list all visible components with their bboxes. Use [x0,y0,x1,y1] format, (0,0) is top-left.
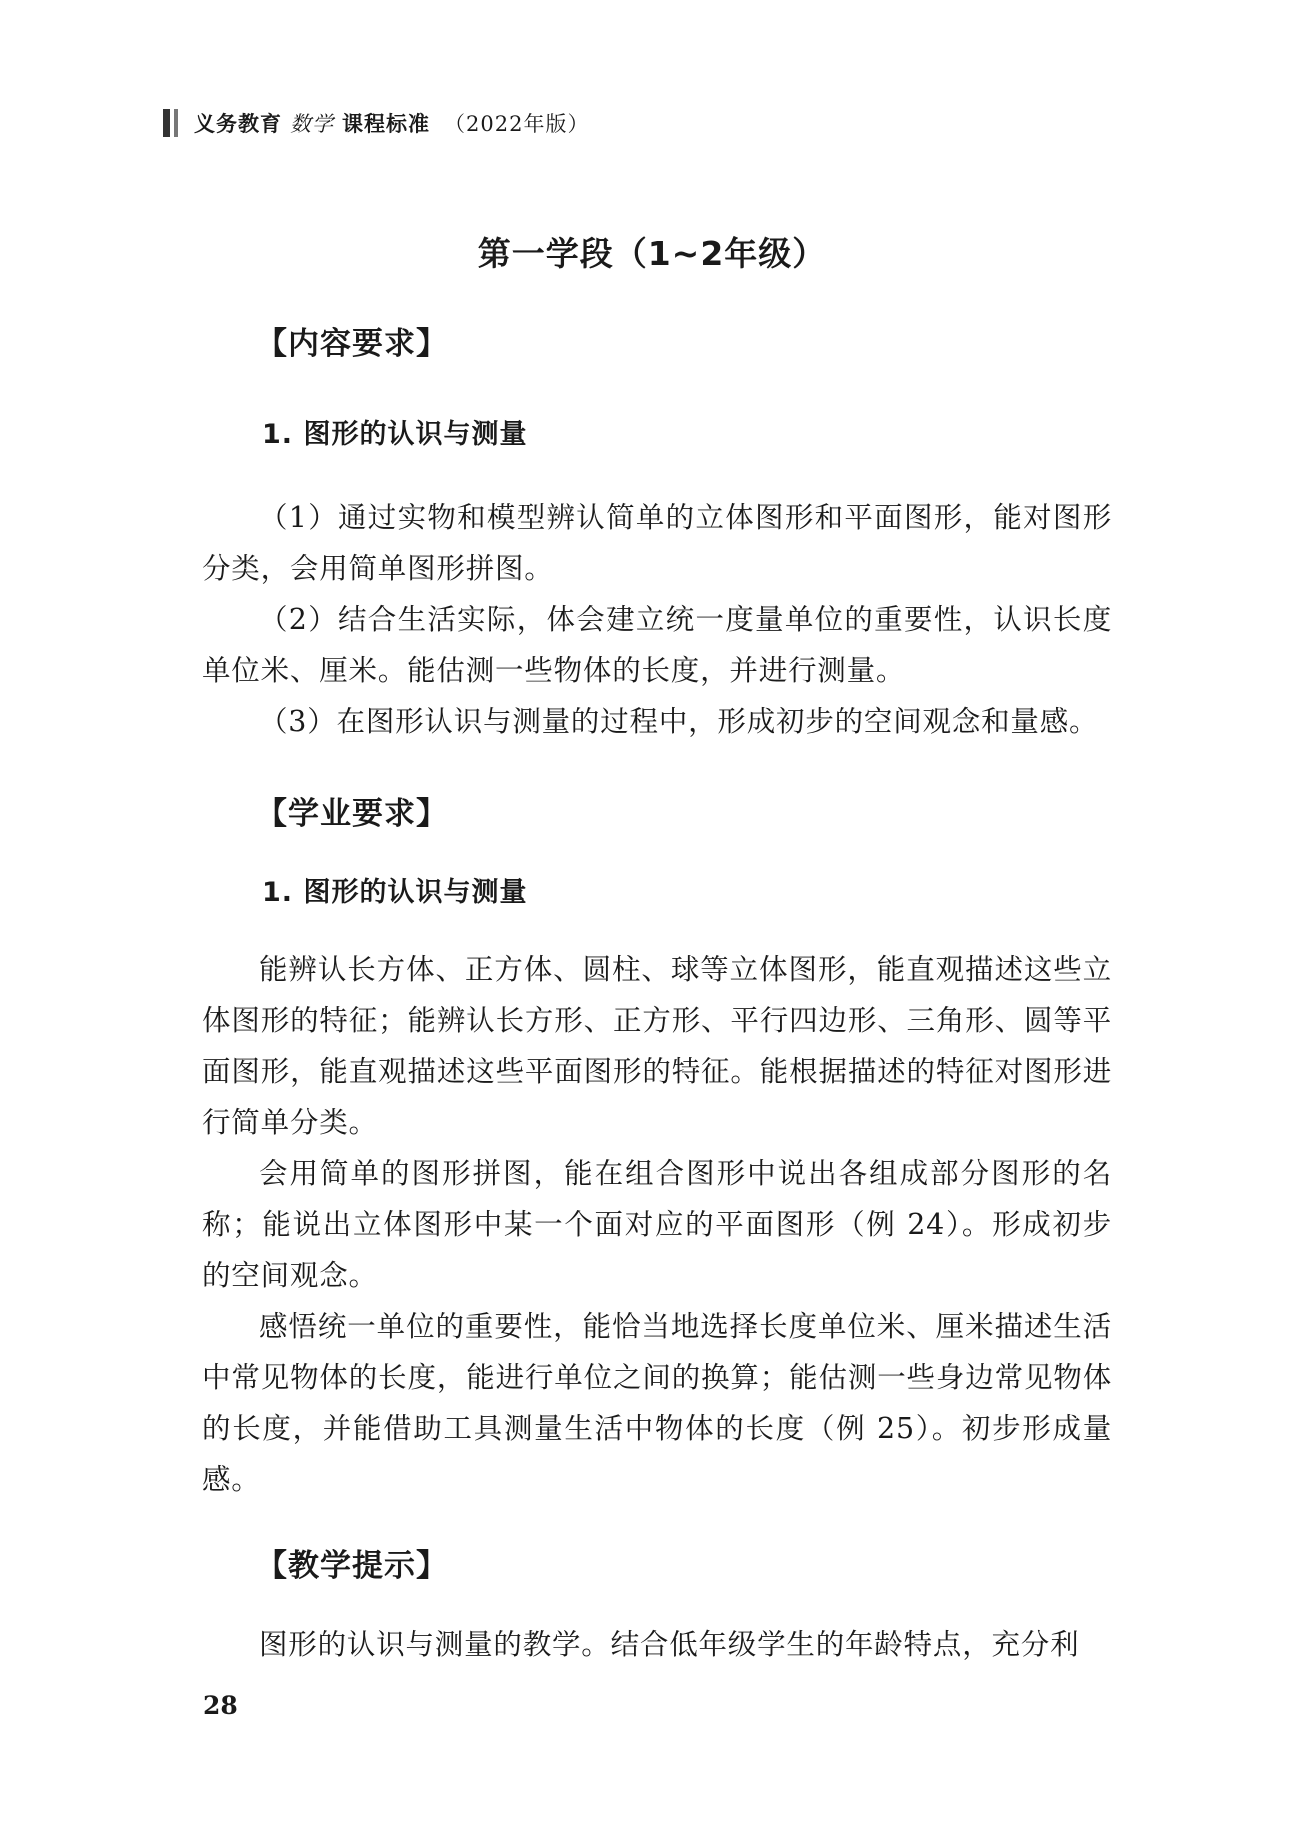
teaching-tips-heading: 【教学提示】 [256,1548,448,1584]
header-bar-icon [163,109,182,137]
header-subject: 数学 [290,112,334,136]
content-requirements-heading: 【内容要求】 [256,326,448,362]
header-type: 课程标准 [342,112,430,136]
running-header [163,108,589,138]
content-item-2: （2）结合生活实际，体会建立统一度量单位的重要性，认识长度单位米、厘米。能估测一些物体的长度，并进行测量。 [202,603,1112,687]
stage-title: 第一学段（1~2年级） [477,234,827,273]
header-edition: （2022年版） [444,112,590,136]
academic-requirements-heading: 【学业要求】 [256,796,448,832]
academic-paragraph-2: 会用简单的图形拼图，能在组合图形中说出各组成部分图形的名称；能说出立体图形中某一个面对应的平面图形（例 24）。形成初步的空间观念。 [202,1157,1112,1292]
page-number: 28 [203,1691,238,1720]
academic-paragraph-1: 能辨认长方体、正方体、圆柱、球等立体图形，能直观描述这些立体图形的特征；能辨认长方形、正方形、平行四边形、三角形、圆等平面图形，能直观描述这些平面图形的特征。能根据描述的特征对图形进行简单分类。 [202,953,1112,1139]
content-requirements-subheading: 1. 图形的认识与测量 [262,419,528,450]
header-book-title: 义务教育 [194,112,282,136]
content-item-1: （1）通过实物和模型辨认简单的立体图形和平面图形，能对图形分类，会用简单图形拼图。 [202,501,1112,585]
teaching-paragraph-1: 图形的认识与测量的教学。结合低年级学生的年龄特点，充分利 [259,1628,1080,1661]
academic-requirements-subheading: 1. 图形的认识与测量 [262,877,528,908]
content-item-3: （3）在图形认识与测量的过程中，形成初步的空间观念和量感。 [259,705,1099,738]
academic-paragraph-3: 感悟统一单位的重要性，能恰当地选择长度单位米、厘米描述生活中常见物体的长度，能进行单位之间的换算；能估测一些身边常见物体的长度，并能借助工具测量生活中物体的长度（例 25）。初步形成量感。 [202,1310,1112,1496]
